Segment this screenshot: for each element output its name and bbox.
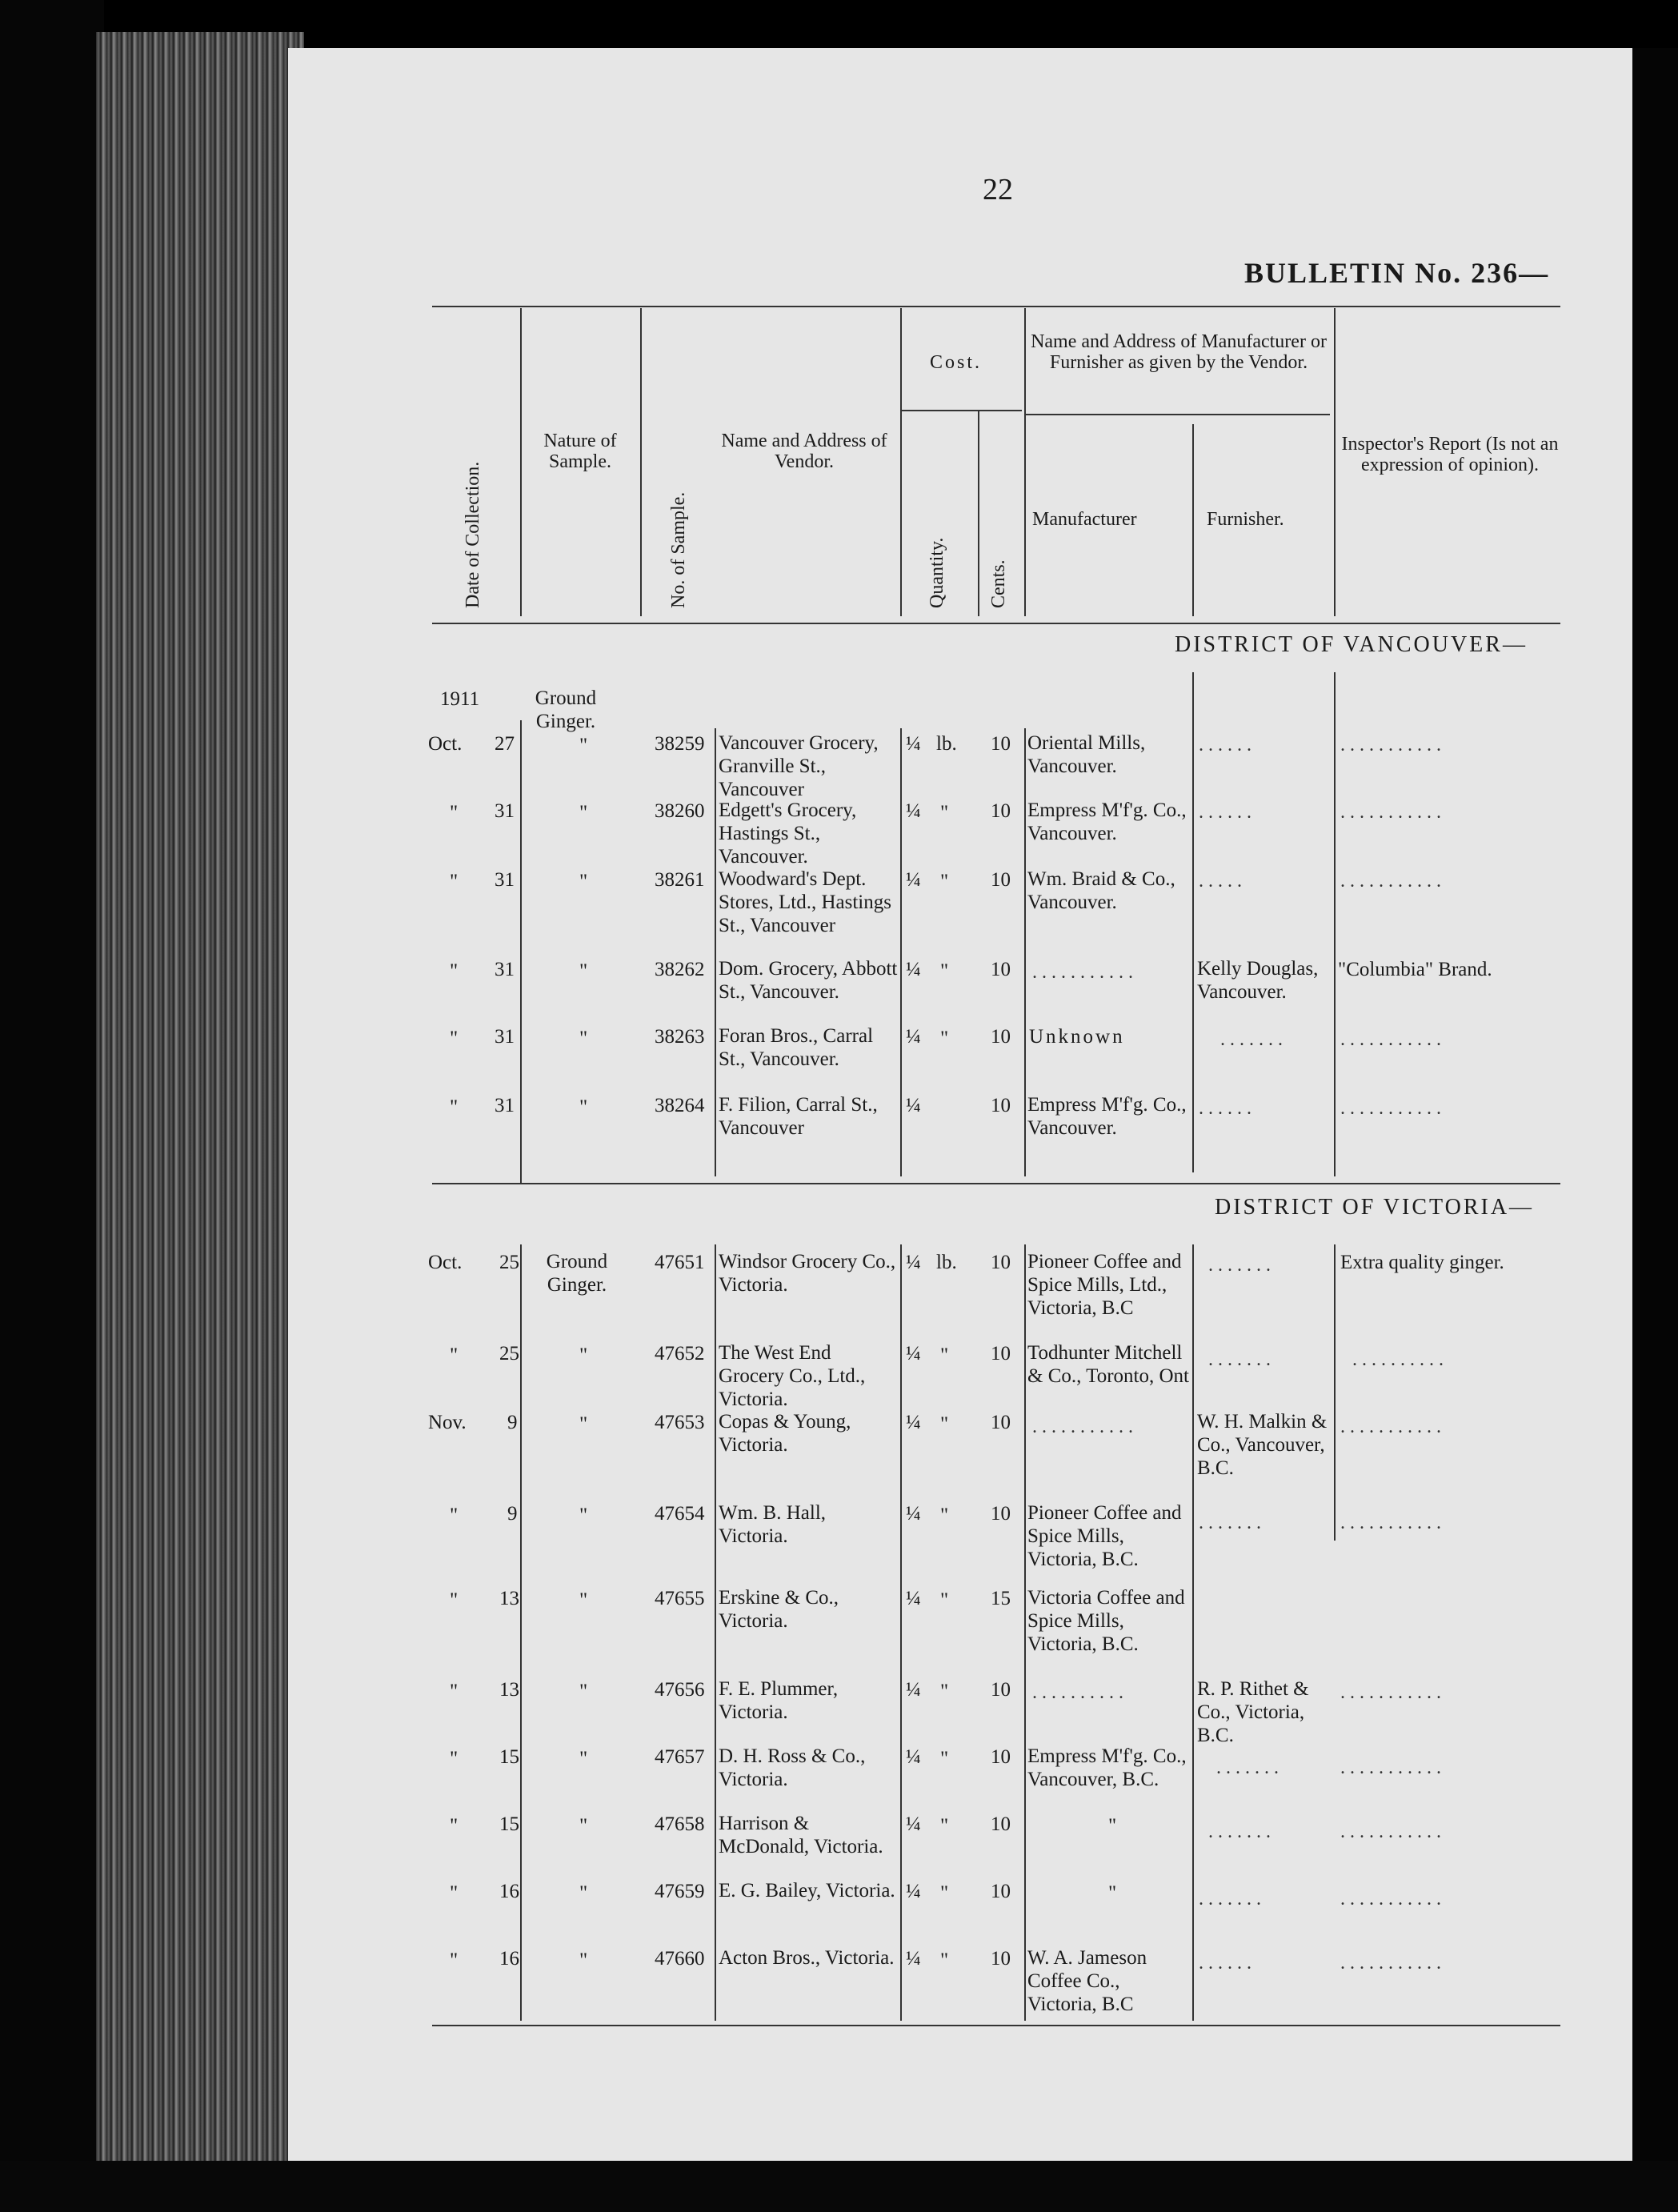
- row-unit: ": [940, 871, 949, 892]
- row-cents: 10: [991, 959, 1011, 980]
- row-cents: 10: [991, 1881, 1011, 1902]
- col-rule: [1192, 424, 1194, 616]
- row-nature: ": [579, 735, 588, 756]
- row-qty: ¼: [906, 1503, 921, 1525]
- row-month: ": [450, 960, 459, 982]
- row-manufacturer: Victoria Coffee and Spice Mills, Victoria, B.C.: [1027, 1587, 1185, 1655]
- row-qty: ¼: [906, 1948, 921, 1970]
- row-cents: 10: [991, 1343, 1011, 1364]
- row-vendor: Dom. Grocery, Abbott St., Vancouver.: [719, 958, 898, 1003]
- col-rule: [640, 308, 642, 616]
- header-cost: Cost.: [930, 352, 983, 373]
- row-unit: ": [940, 1748, 949, 1769]
- row-report-leader: ...........: [1340, 735, 1446, 755]
- row-furnisher-leader: .......: [1216, 1757, 1284, 1778]
- row-manufacturer-leader: ..........: [1032, 1682, 1128, 1703]
- row-unit: ": [940, 1589, 949, 1611]
- section-nature: Ground Ginger.: [535, 687, 597, 732]
- row-sample-no: 47655: [655, 1588, 705, 1609]
- row-manufacturer-leader: ...........: [1032, 1417, 1138, 1437]
- row-vendor: Edgett's Grocery, Hastings St., Vancouver.: [719, 799, 857, 868]
- row-vendor: Copas & Young, Victoria.: [719, 1411, 851, 1456]
- row-vendor: Wm. B. Hall, Victoria.: [719, 1502, 827, 1547]
- row-furnisher-leader: ......: [1199, 1098, 1256, 1119]
- row-day: 15: [499, 1746, 519, 1768]
- row-unit: ": [940, 1505, 949, 1526]
- col-rule: [900, 308, 902, 616]
- row-report-leader: ...........: [1340, 1821, 1446, 1842]
- header-vendor: Name and Address of Vendor.: [721, 431, 887, 472]
- col-rule: [900, 1244, 902, 2021]
- row-nature: ": [579, 802, 588, 823]
- row-day: 15: [499, 1813, 519, 1835]
- row-day: 9: [507, 1503, 518, 1525]
- row-day: 13: [499, 1679, 519, 1701]
- row-qty: ¼: [906, 1412, 921, 1433]
- row-qty: ¼: [906, 869, 921, 891]
- row-manufacturer-leader: ...........: [1032, 962, 1138, 983]
- row-sample-no: 38259: [655, 733, 705, 755]
- row-cents: 10: [991, 733, 1011, 755]
- row-month: ": [450, 1748, 459, 1769]
- row-nature: ": [579, 1413, 588, 1435]
- row-month: ": [450, 871, 459, 892]
- row-day: 25: [499, 1343, 519, 1364]
- row-vendor: E. G. Bailey, Victoria.: [719, 1880, 895, 1901]
- col-rule: [1024, 1244, 1026, 2021]
- row-furnisher: W. H. Malkin & Co., Vancouver, B.C.: [1197, 1411, 1328, 1479]
- row-sample-no: 47653: [655, 1412, 705, 1433]
- row-nature: ": [579, 1882, 588, 1904]
- row-sample-no: 38261: [655, 869, 705, 891]
- row-unit: ": [940, 1413, 949, 1435]
- header-inspector: Inspector's Report (Is not an expression of opinion).: [1341, 434, 1559, 475]
- header-manufacturer: Manufacturer: [1032, 509, 1137, 530]
- row-qty: ¼: [906, 959, 921, 980]
- col-rule: [520, 720, 522, 1184]
- col-rule: [520, 308, 522, 616]
- row-month: ": [450, 1028, 459, 1049]
- row-manufacturer: Wm. Braid & Co., Vancouver.: [1027, 868, 1175, 913]
- section-title-victoria: DISTRICT OF VICTORIA—: [1215, 1195, 1535, 1220]
- right-page-edge: [1632, 48, 1678, 2212]
- col-rule: [1334, 308, 1336, 616]
- row-manufacturer: Pioneer Coffee and Spice Mills, Ltd., Victoria, B.C: [1027, 1251, 1182, 1319]
- row-day: 31: [495, 1095, 515, 1116]
- row-sample-no: 38262: [655, 959, 705, 980]
- row-cents: 10: [991, 1252, 1011, 1273]
- row-day: 31: [495, 1026, 515, 1048]
- row-report: Extra quality ginger.: [1340, 1252, 1504, 1273]
- section-divider-rule: [432, 1183, 1560, 1184]
- table-top-rule: [432, 306, 1560, 307]
- row-unit: lb.: [936, 1252, 957, 1273]
- row-nature: Ground Ginger.: [546, 1251, 608, 1296]
- row-unit: ": [940, 1815, 949, 1837]
- row-cents: 10: [991, 1026, 1011, 1048]
- row-vendor: Vancouver Grocery, Granville St., Vancouver: [719, 732, 879, 800]
- row-month: ": [450, 1589, 459, 1611]
- row-sample-no: 47660: [655, 1948, 705, 1970]
- row-day: 27: [495, 733, 515, 755]
- row-sample-no: 47654: [655, 1503, 705, 1525]
- row-day: 31: [495, 869, 515, 891]
- header-bottom-rule: [432, 623, 1560, 624]
- row-vendor: Harrison & McDonald, Victoria.: [719, 1813, 883, 1857]
- row-cents: 10: [991, 1503, 1011, 1525]
- row-day: 16: [499, 1881, 519, 1902]
- row-cents: 10: [991, 1813, 1011, 1835]
- row-month: ": [450, 1096, 459, 1118]
- row-report-leader: ...........: [1340, 1417, 1446, 1437]
- row-qty: ¼: [906, 1881, 921, 1902]
- row-cents: 10: [991, 800, 1011, 822]
- table-bottom-rule: [432, 2025, 1560, 2026]
- row-nature: ": [579, 1815, 588, 1837]
- col-rule: [1334, 672, 1336, 1176]
- row-vendor: F. Filion, Carral St., Vancouver: [719, 1094, 878, 1139]
- header-manufacturer-group: Name and Address of Manufacturer or Furnisher as given by the Vendor.: [1031, 331, 1327, 373]
- row-month: ": [450, 1882, 459, 1904]
- row-month: Oct.: [428, 1252, 463, 1273]
- header-cents: Cents.: [988, 559, 1009, 608]
- row-vendor: F. E. Plummer, Victoria.: [719, 1678, 839, 1723]
- row-report-leader: ..........: [1352, 1349, 1448, 1370]
- col-rule: [520, 1244, 522, 2021]
- row-qty: ¼: [906, 1746, 921, 1768]
- row-month: ": [450, 1344, 459, 1366]
- row-report-leader: ...........: [1340, 1682, 1446, 1703]
- bottom-shadow: [0, 2161, 1678, 2212]
- row-sample-no: 47659: [655, 1881, 705, 1902]
- row-unit: ": [940, 1681, 949, 1702]
- col-rule: [1024, 308, 1026, 616]
- row-furnisher: R. P. Rithet & Co., Victoria, B.C.: [1197, 1678, 1309, 1746]
- row-month: ": [450, 802, 459, 823]
- row-manufacturer: Unknown: [1029, 1026, 1125, 1048]
- page-number: 22: [983, 173, 1013, 206]
- row-cents: 10: [991, 1412, 1011, 1433]
- row-unit: ": [940, 1028, 949, 1049]
- row-report-leader: ...........: [1340, 1953, 1446, 1974]
- bulletin-title: BULLETIN No. 236—: [1244, 257, 1550, 289]
- row-furnisher-leader: .......: [1208, 1255, 1276, 1276]
- row-report-leader: ...........: [1340, 1513, 1446, 1533]
- row-nature: ": [579, 1589, 588, 1611]
- row-report-leader: ...........: [1340, 1889, 1446, 1909]
- row-month: ": [450, 1815, 459, 1837]
- col-rule: [715, 1244, 716, 2021]
- section-title-vancouver: DISTRICT OF VANCOUVER—: [1175, 632, 1528, 657]
- row-unit: ": [940, 960, 949, 982]
- row-manufacturer: Oriental Mills, Vancouver.: [1027, 732, 1146, 777]
- row-day: 25: [499, 1252, 519, 1273]
- row-qty: ¼: [906, 1588, 921, 1609]
- row-nature: ": [579, 1344, 588, 1366]
- row-furnisher-leader: .......: [1199, 1513, 1266, 1533]
- row-manufacturer: Pioneer Coffee and Spice Mills, Victoria, B.C.: [1027, 1502, 1182, 1570]
- row-month: Oct.: [428, 733, 463, 755]
- row-day: 31: [495, 959, 515, 980]
- row-sample-no: 47656: [655, 1679, 705, 1701]
- row-report: "Columbia" Brand.: [1338, 959, 1492, 980]
- row-cents: 10: [991, 1679, 1011, 1701]
- row-day: 31: [495, 800, 515, 822]
- row-vendor: Foran Bros., Carral St., Vancouver.: [719, 1025, 874, 1070]
- row-manufacturer: Empress M'f'g. Co., Vancouver.: [1027, 1094, 1187, 1139]
- header-sample-no: No. of Sample.: [668, 491, 689, 608]
- row-cents: 10: [991, 1746, 1011, 1768]
- row-qty: ¼: [906, 1026, 921, 1048]
- row-nature: ": [579, 1950, 588, 1971]
- row-manufacturer: ": [1108, 1882, 1117, 1904]
- row-report-leader: ...........: [1340, 802, 1446, 823]
- year: 1911: [440, 688, 480, 710]
- row-nature: ": [579, 1028, 588, 1049]
- col-rule: [900, 728, 902, 1176]
- row-report-leader: ...........: [1340, 871, 1446, 892]
- row-unit: ": [940, 1882, 949, 1904]
- row-day: 13: [499, 1588, 519, 1609]
- col-rule: [1192, 1244, 1194, 2021]
- book-page-edges: [96, 32, 304, 2193]
- row-qty: ¼: [906, 733, 921, 755]
- book-spine-shadow: [0, 0, 104, 2212]
- row-cents: 10: [991, 869, 1011, 891]
- row-day: 16: [499, 1948, 519, 1970]
- row-vendor: Acton Bros., Victoria.: [719, 1947, 895, 1969]
- row-sample-no: 38263: [655, 1026, 705, 1048]
- row-furnisher-leader: .......: [1208, 1821, 1276, 1842]
- row-sample-no: 38260: [655, 800, 705, 822]
- row-nature: ": [579, 1505, 588, 1526]
- row-qty: ¼: [906, 1343, 921, 1364]
- row-month: ": [450, 1681, 459, 1702]
- row-month: ": [450, 1950, 459, 1971]
- row-report-leader: ...........: [1340, 1029, 1446, 1050]
- row-qty: ¼: [906, 800, 921, 822]
- header-date: Date of Collection.: [463, 461, 483, 608]
- row-month: Nov.: [428, 1412, 467, 1433]
- row-manufacturer: ": [1108, 1815, 1117, 1837]
- row-furnisher: Kelly Douglas, Vancouver.: [1197, 958, 1319, 1003]
- row-vendor: Windsor Grocery Co., Victoria.: [719, 1251, 896, 1296]
- row-unit: ": [940, 1344, 949, 1366]
- row-sample-no: 38264: [655, 1095, 705, 1116]
- row-qty: ¼: [906, 1252, 921, 1273]
- row-nature: ": [579, 1681, 588, 1702]
- row-sample-no: 47658: [655, 1813, 705, 1835]
- row-nature: ": [579, 960, 588, 982]
- row-unit: lb.: [936, 733, 957, 755]
- row-vendor: Erskine & Co., Victoria.: [719, 1587, 839, 1632]
- row-furnisher-leader: .....: [1199, 871, 1247, 892]
- row-qty: ¼: [906, 1679, 921, 1701]
- row-unit: ": [940, 802, 949, 823]
- row-qty: ¼: [906, 1813, 921, 1835]
- row-sample-no: 47652: [655, 1343, 705, 1364]
- mfr-group-rule: [1026, 414, 1330, 415]
- header-furnisher: Furnisher.: [1207, 509, 1284, 530]
- row-qty: ¼: [906, 1095, 921, 1116]
- row-manufacturer: W. A. Jameson Coffee Co., Victoria, B.C: [1027, 1947, 1147, 2015]
- row-furnisher-leader: ......: [1199, 802, 1256, 823]
- row-cents: 15: [991, 1588, 1011, 1609]
- col-rule: [978, 411, 979, 616]
- row-manufacturer: Empress M'f'g. Co., Vancouver.: [1027, 799, 1187, 844]
- row-vendor: Woodward's Dept. Stores, Ltd., Hastings St., Vancouver: [719, 868, 891, 936]
- row-furnisher-leader: .......: [1199, 1889, 1266, 1909]
- row-furnisher-leader: .......: [1220, 1029, 1288, 1050]
- row-nature: ": [579, 1096, 588, 1118]
- row-day: 9: [507, 1412, 518, 1433]
- col-rule: [1024, 728, 1026, 1176]
- row-furnisher-leader: .......: [1208, 1349, 1276, 1370]
- row-sample-no: 47651: [655, 1252, 705, 1273]
- row-unit: ": [940, 1950, 949, 1971]
- row-manufacturer: Todhunter Mitchell & Co., Toronto, Ont: [1027, 1342, 1189, 1387]
- row-report-leader: ...........: [1340, 1098, 1446, 1119]
- row-nature: ": [579, 1748, 588, 1769]
- header-nature: Nature of Sample.: [543, 431, 617, 472]
- row-manufacturer: Empress M'f'g. Co., Vancouver, B.C.: [1027, 1745, 1187, 1790]
- row-cents: 10: [991, 1948, 1011, 1970]
- row-furnisher-leader: ......: [1199, 1953, 1256, 1974]
- row-nature: ": [579, 871, 588, 892]
- col-rule: [1334, 1244, 1336, 1541]
- row-sample-no: 47657: [655, 1746, 705, 1768]
- cost-group-rule: [902, 410, 1022, 411]
- col-rule: [1192, 672, 1194, 1172]
- row-cents: 10: [991, 1095, 1011, 1116]
- col-rule: [715, 728, 716, 1176]
- row-vendor: D. H. Ross & Co., Victoria.: [719, 1745, 866, 1790]
- row-vendor: The West End Grocery Co., Ltd., Victoria.: [719, 1342, 866, 1410]
- header-quantity: Quantity.: [927, 537, 947, 608]
- row-furnisher-leader: ......: [1199, 735, 1256, 755]
- row-month: ": [450, 1505, 459, 1526]
- row-report-leader: ...........: [1340, 1757, 1446, 1778]
